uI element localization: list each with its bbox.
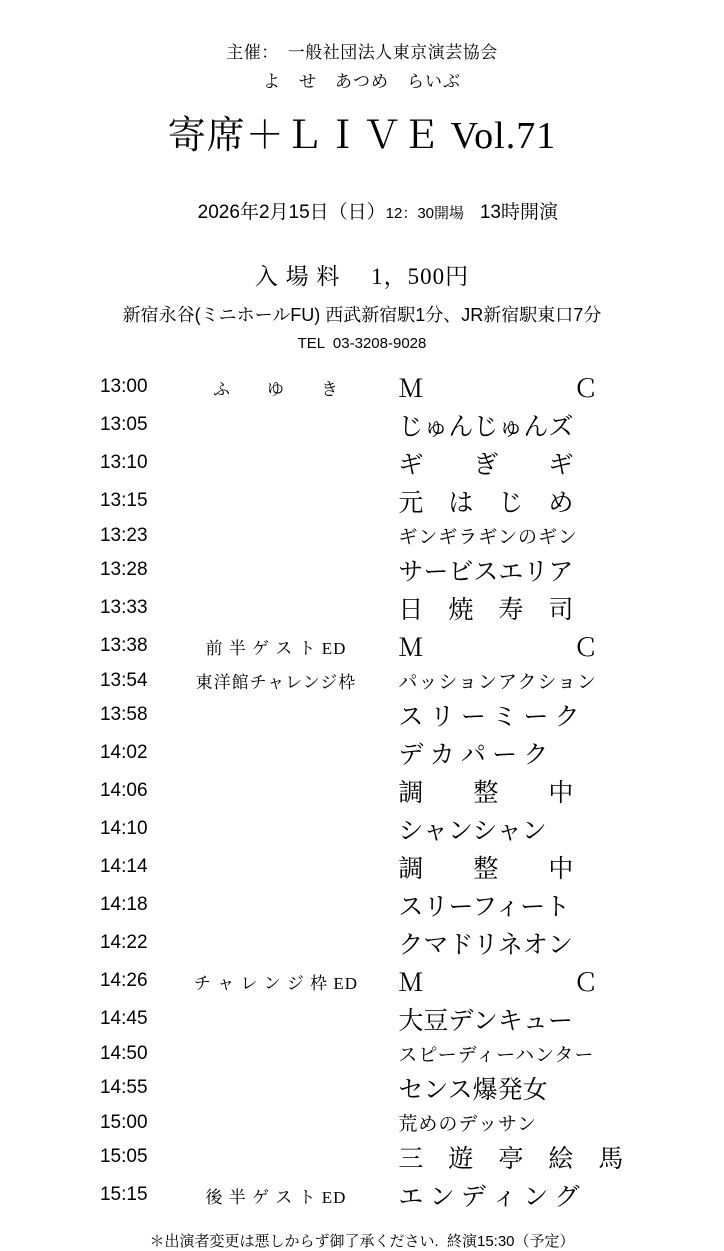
- flyer-header: [0, 0, 724, 352]
- program-time: 13:54: [99, 669, 148, 691]
- program-time: 13:58: [99, 704, 148, 725]
- program-act: 荒めのデッサン: [398, 1114, 538, 1135]
- program-act: Ｍ Ｃ: [398, 635, 599, 662]
- program-time: 14:50: [99, 1042, 148, 1064]
- program-act: じゅんじゅんズ: [398, 414, 574, 441]
- tel-line: TEL 03-3208-9028: [297, 335, 427, 352]
- program-note: [158, 1107, 395, 1138]
- subtitle-kana-line: よ せ あつめ らいぶ: [263, 72, 461, 91]
- table-row: [0, 551, 724, 589]
- table-row: [0, 1138, 724, 1176]
- program-note: チ ャ レ ン ジ 枠 ED: [193, 973, 359, 993]
- program-act: デ カ パ ー ク: [398, 742, 549, 769]
- program-time: 15:00: [99, 1111, 148, 1133]
- table-row: [0, 1107, 724, 1138]
- program-time: 13:28: [99, 559, 148, 580]
- program-note: [158, 482, 395, 520]
- program-act: スピーディーハンター: [398, 1045, 595, 1066]
- program-note: [158, 406, 395, 444]
- venue-line: 新宿永谷(ミニホールFU) 西武新宿駅1分、JR新宿駅東口7分: [122, 305, 602, 325]
- program-time: 13:00: [99, 376, 148, 397]
- table-row: [0, 444, 724, 482]
- program-act: クマドリネオン: [398, 932, 573, 959]
- program-act: エ ン デ ィ ン グ: [398, 1184, 580, 1211]
- program-time: 14:10: [99, 818, 148, 839]
- table-row: [0, 1038, 724, 1069]
- organizer-line: 主催： 一般社団法人東京演芸協会: [226, 43, 498, 62]
- program-time: 13:23: [99, 524, 148, 546]
- program-act: Ｍ Ｃ: [398, 970, 599, 997]
- table-row: [0, 368, 724, 406]
- program-note: 後 半 ゲ ス ト ED: [205, 1187, 347, 1207]
- program-time: 14:18: [99, 894, 148, 915]
- table-row: [0, 696, 724, 734]
- program-act: 調 整 中: [398, 856, 574, 883]
- program-act: パッションアクション: [398, 672, 598, 693]
- date-line: [0, 175, 724, 246]
- price-line: 入 場 料 1，500円: [254, 264, 470, 289]
- program-time: 14:26: [99, 970, 148, 991]
- program-note: [158, 520, 395, 551]
- table-row: [0, 772, 724, 810]
- program-act: 日 焼 寿 司: [398, 597, 574, 624]
- footer-note: ＊出演者変更は悪しからず御了承ください. 終演15:30（予定）: [149, 1233, 575, 1250]
- program-note: [158, 551, 395, 589]
- program-note: [158, 886, 395, 924]
- program-note: ふ ゆ き: [212, 379, 339, 399]
- program-act: 三 遊 亭 絵 馬: [398, 1146, 624, 1173]
- table-row: [0, 665, 724, 696]
- program-table: [0, 368, 724, 1214]
- program-time: 14:55: [99, 1077, 148, 1098]
- program-time: 15:05: [99, 1146, 148, 1167]
- program-act: ギ ぎ ギ: [398, 452, 574, 479]
- table-row: [0, 1000, 724, 1038]
- program-note: [158, 1069, 395, 1107]
- program-time: 14:45: [99, 1008, 148, 1029]
- program-note: [158, 1138, 395, 1176]
- page-title: 寄席＋ＬＩＶＥ Vol.71: [167, 115, 557, 157]
- program-act: ギンギラギンのギン: [398, 527, 578, 548]
- program-time: 13:05: [99, 414, 148, 435]
- program-note: [158, 848, 395, 886]
- program-time: 13:15: [99, 490, 148, 511]
- program-act: シャンシャン: [398, 818, 547, 845]
- open-time: 12：30開場: [385, 205, 465, 222]
- program-note: [158, 444, 395, 482]
- program-note: [158, 1038, 395, 1069]
- table-row: [0, 810, 724, 848]
- table-row: [0, 962, 724, 1000]
- program-note: [158, 810, 395, 848]
- program-time: 13:10: [99, 452, 148, 473]
- program-note: [158, 734, 395, 772]
- table-row: [0, 627, 724, 665]
- table-row: [0, 1176, 724, 1214]
- table-row: [0, 734, 724, 772]
- table-row: [0, 1069, 724, 1107]
- table-row: [0, 886, 724, 924]
- program-time: 14:14: [99, 856, 148, 877]
- program-note: [158, 772, 395, 810]
- program-act: 調 整 中: [398, 780, 574, 807]
- program-time: 14:06: [99, 780, 148, 801]
- table-row: [0, 589, 724, 627]
- program-time: 13:33: [99, 597, 148, 618]
- program-note: 前 半 ゲ ス ト ED: [205, 638, 347, 658]
- table-row: [0, 520, 724, 551]
- program-note: 東洋館チャレンジ枠: [195, 673, 357, 692]
- table-row: [0, 482, 724, 520]
- start-time: 13時開演: [479, 202, 558, 223]
- program-note: [158, 924, 395, 962]
- program-act: Ｍ Ｃ: [398, 376, 599, 403]
- program-act: 元 は じ め: [398, 490, 574, 517]
- program-act: スリーフィート: [398, 894, 571, 921]
- table-row: [0, 848, 724, 886]
- program-time: 13:38: [99, 635, 148, 656]
- table-row: [0, 406, 724, 444]
- program-time: 14:02: [99, 742, 148, 763]
- program-note: [158, 1000, 395, 1038]
- program-note: [158, 696, 395, 734]
- program-act: 大豆デンキュー: [398, 1008, 573, 1035]
- program-act: ス リ ー ミ ー ク: [398, 704, 580, 731]
- table-row: [0, 924, 724, 962]
- program-time: 14:22: [99, 932, 148, 953]
- program-act: センス爆発女: [398, 1077, 548, 1104]
- event-date: 2026年2月15日（日）: [197, 202, 386, 223]
- program-act: サービスエリア: [398, 559, 574, 586]
- program-time: 15:15: [99, 1184, 148, 1205]
- program-note: [158, 589, 395, 627]
